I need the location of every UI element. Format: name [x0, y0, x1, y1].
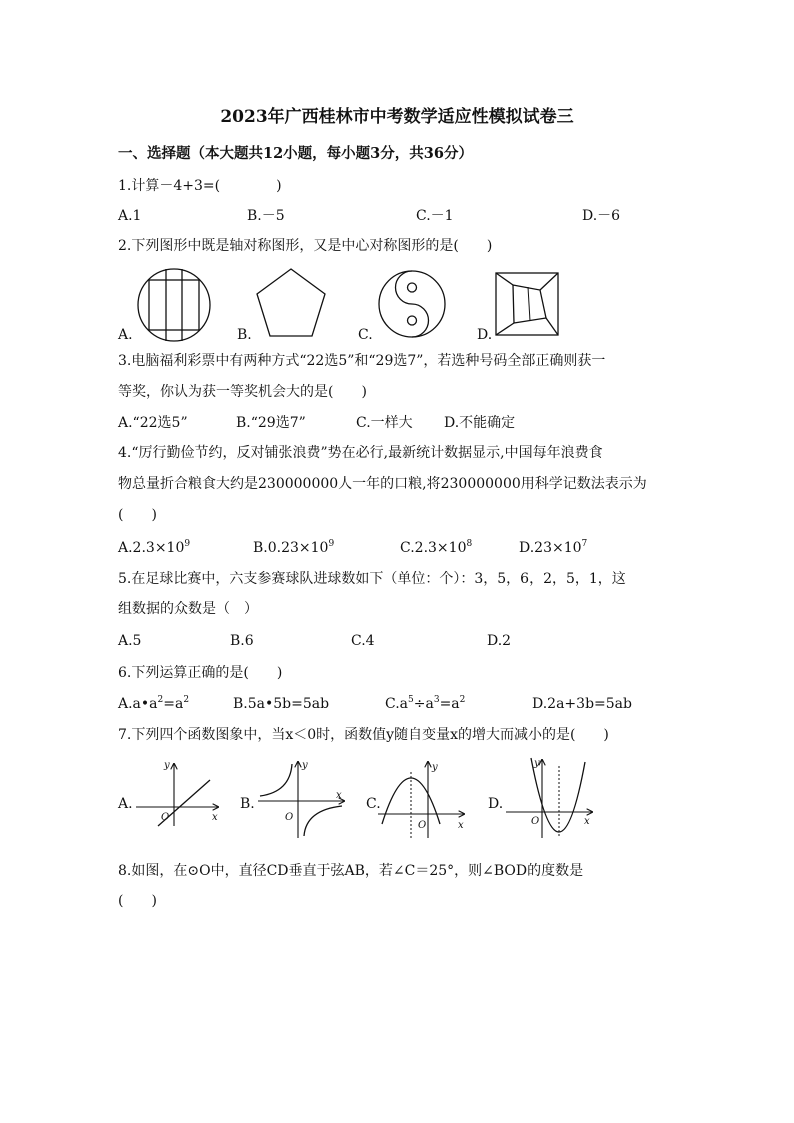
- q7-graph-d-parabola: [504, 754, 596, 840]
- q4-option-b: $B.0.23\times 10^9$: [253, 539, 335, 556]
- question-8-line-2: ( ): [118, 893, 157, 909]
- q2-option-b: B.: [237, 327, 252, 343]
- q1-option-b: B.－5: [247, 208, 285, 224]
- q2-figure-square-pinwheel: [494, 271, 560, 337]
- q5-option-d: D.2: [487, 633, 512, 649]
- question-5-line-2: 组数据的众数是（ ）: [118, 601, 258, 617]
- question-4-line-3: ( ): [118, 507, 157, 523]
- q6-option-a: $A.a•a^2=a^2$: [118, 695, 190, 712]
- question-3-line-2: 等奖，你认为获一等奖机会大的是( ): [118, 384, 367, 400]
- q7-graph-c-parabola: [376, 758, 468, 840]
- q2-figure-circle-square: [133, 267, 215, 343]
- graph-a-x-label: x: [212, 812, 218, 823]
- q6-option-c: $C.a^5\div a^3=a^2$: [385, 695, 466, 712]
- q2-figure-pentagon: [253, 266, 329, 342]
- question-5-line-1: 5.在足球比赛中，六支参赛球队进球数如下（单位：个）：3，5，6，2，5，1，这: [118, 571, 626, 587]
- q5-option-a: A.5: [118, 633, 142, 649]
- section-heading: 一、选择题（本大题共12小题，每小题3分，共36分）: [118, 145, 473, 162]
- q2-figure-yin-yang: [376, 267, 448, 341]
- q3-option-c: C.一样大: [356, 415, 413, 431]
- question-1-stem: 1.计算－4+3=( ): [118, 178, 282, 194]
- q2-option-a: A.: [118, 327, 133, 343]
- q4-option-d: $D.23\times 10^7$: [519, 539, 588, 556]
- q4-option-a: $A.2.3\times 10^9$: [118, 539, 191, 556]
- graph-a-origin-label: O: [161, 812, 170, 823]
- q2-option-c: C.: [358, 327, 373, 343]
- question-4-line-2: 物总量折合粮食大约是230000000人一年的口粮,将230000000用科学记数法表示为: [118, 476, 647, 492]
- graph-b-origin-label: O: [285, 812, 294, 823]
- q7-option-c: C.: [366, 796, 381, 812]
- question-4-line-1: 4.“厉行勤俭节约，反对铺张浪费”势在必行,最新统计数据显示,中国每年浪费食: [118, 445, 603, 461]
- q7-graph-a-line: [134, 758, 222, 828]
- question-2-stem: 2.下列图形中既是轴对称图形，又是中心对称图形的是( ): [118, 238, 493, 254]
- graph-b-x-label: x: [336, 790, 342, 801]
- q2-option-d: D.: [477, 327, 493, 343]
- q3-option-a: A.“22选5”: [118, 415, 188, 431]
- q6-option-d: D.2a+3b=5ab: [532, 696, 632, 712]
- question-7-stem: 7.下列四个函数图象中，当x＜0时，函数值y随自变量x的增大而减小的是( ): [118, 727, 609, 743]
- page-title: 2023年广西桂林市中考数学适应性模拟试卷三: [220, 107, 574, 127]
- q7-option-b: B.: [240, 796, 255, 812]
- q7-graph-b-hyperbola: [256, 758, 348, 840]
- graph-d-x-label: x: [584, 816, 590, 827]
- q1-option-a: A.1: [118, 208, 142, 224]
- graph-c-x-label: x: [458, 820, 464, 831]
- graph-a-y-label: y: [164, 760, 170, 771]
- q1-option-d: D.－6: [582, 208, 621, 224]
- graph-b-y-label: y: [302, 760, 308, 771]
- q5-option-c: C.4: [351, 633, 375, 649]
- graph-d-origin-label: O: [531, 816, 540, 827]
- q6-option-b: B.5a•5b=5ab: [233, 696, 330, 712]
- question-8-line-1: 8.如图，在⊙O中，直径CD垂直于弦AB，若∠C＝25°，则∠BOD的度数是: [118, 863, 584, 879]
- q3-option-b: B.“29选7”: [236, 415, 306, 431]
- graph-c-origin-label: O: [418, 820, 427, 831]
- graph-d-y-label: y: [534, 758, 540, 769]
- q4-option-c: $C.2.3\times 10^8$: [400, 539, 473, 556]
- question-3-line-1: 3.电脑福利彩票中有两种方式“22选5”和“29选7”，若选种号码全部正确则获一: [118, 353, 606, 369]
- q7-option-a: A.: [118, 796, 133, 812]
- question-6-stem: 6.下列运算正确的是( ): [118, 665, 283, 681]
- graph-c-y-label: y: [432, 762, 438, 773]
- q7-option-d: D.: [488, 796, 504, 812]
- q3-option-d: D.不能确定: [444, 415, 516, 431]
- q1-option-c: C.－1: [416, 208, 454, 224]
- q5-option-b: B.6: [230, 633, 254, 649]
